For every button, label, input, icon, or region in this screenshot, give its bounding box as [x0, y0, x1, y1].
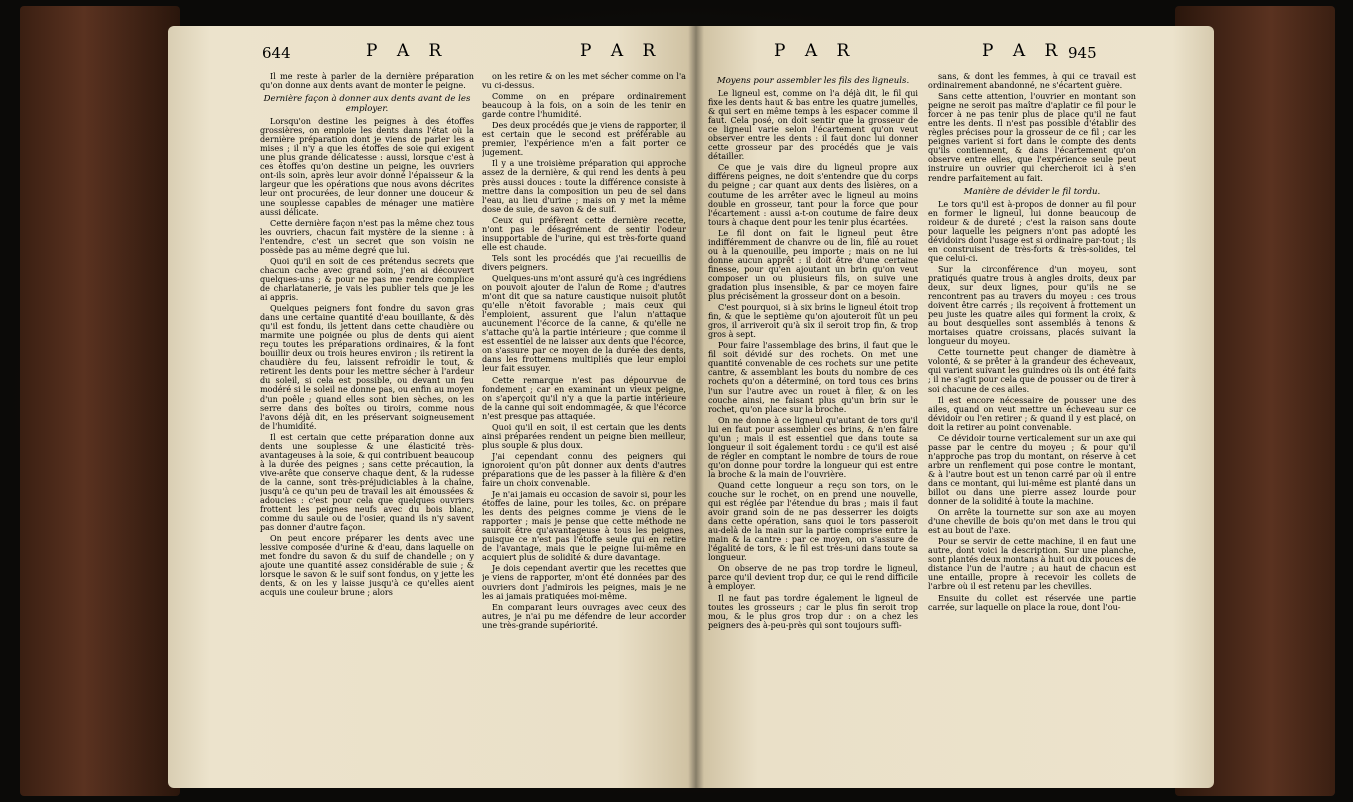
paragraph: sans, & dont les femmes, à qui ce travail est ordinairement abandonné, ne s'écartent guère. — [928, 72, 1136, 91]
running-head-right-2: P A R — [982, 41, 1065, 61]
right-page-column-1 — [708, 72, 918, 632]
section-heading: Manière de dévider le fil tordu. — [963, 186, 1101, 197]
book-gutter — [688, 26, 704, 788]
paragraph: Pour se servir de cette machine, il en faut une autre, dont voici la description. Sur une planche, sont plantés deux montans à huit ou dix pouces de distance l'un de l'autre ; au haut de chacun est une entaille, propre à recevoir les collets de l'arbre où il est retenu par les chevilles. — [928, 536, 1136, 592]
paragraph: On ne donne à ce ligneul qu'autant de tors qu'il lui en faut pour assembler ces brins, & n'en faire qu'un ; mais il est essentiel que dans toute sa longueur il soit également tordu : ce qu'il est aisé de régler en comptant le nombre de tours de roue qu'on donne pour tordre la longueur qui est entre la broche & la main de l'ouvrière. — [708, 414, 918, 479]
paragraph: Comme on en prépare ordinairement beaucoup à la fois, on a soin de les tenir en garde contre l'humidité. — [482, 91, 686, 120]
paragraph: Des deux procédés que je viens de rapporter, il est certain que le second est préférable au premier, l'expérience m'en a fait porter ce jugement. — [482, 120, 686, 158]
paragraph: Cette dernière façon n'est pas la même chez tous les ouvriers, chacun fait mystère de la sienne : à l'entendre, c'est un secret que son voisin ne possède pas au même degré que lui. — [260, 217, 474, 255]
paragraph: Je dois cependant avertir que les recettes que je viens de rapporter, m'ont été données par des ouvriers dont j'admirois les peignes, mais je ne les ai jamais pratiquées moi-même. — [482, 563, 686, 601]
book-cover-left — [20, 6, 180, 796]
running-head-right-1: P A R — [774, 41, 857, 61]
paragraph: Ce que je vais dire du ligneul propre aux différens peignes, ne doit s'entendre que du corps du peigne ; car quant aux dents des lisières, on a coutume de les arrêter avec le ligneul au moins double en grosseur, tant pour la force que pour l'écartement : aussi a-t-on coutume de faire deux tours à chaque dent pour les tenir plus écartées. — [708, 162, 918, 227]
paragraph: Lorsqu'on destine les peignes à des étoffes grossières, on emploie les dents dans l'état où la dernière préparation dont je viens de parler les a mises ; il n'y a que les étoffes de soie qui exigent une plus grande délicatesse : aussi, lorsque c'est à ces étoffes qu'on destine un peigne, les ouvriers ont-ils soin, après leur avoir donné l'épaisseur & la largeur que les opérations que nous avons décrites leur ont procurées, de leur donner une douceur & une souplesse capables de ménager une matière aussi délicate. — [260, 116, 474, 217]
paragraph: Ce dévidoir tourne verticalement sur un axe qui passe par le centre du moyeu ; & pour qu'il n'approche pas trop du montant, on réserve à cet arbre un renflement qui pose contre le montant, & à l'autre bout est un tenon carré par où il entre dans ce montant, qui lui-même est planté dans un billot ou dans une pierre assez lourde pour donner de la solidité à toute la machine. — [928, 432, 1136, 507]
section-heading: Dernière façon à donner aux dents avant de les employer. — [263, 94, 471, 115]
paragraph: Il y a une troisième préparation qui approche assez de la dernière, & qui rend les dents à peu près aussi douces : toute la différence consiste à mettre dans la composition un peu de sel dans l'eau, au lieu d'urine ; mais on y met la même dose de suie, de savon & de suif. — [482, 158, 686, 214]
paragraph: Quand cette longueur a reçu son tors, on le couche sur le rochet, on en prend une nouvelle, qui est réglée par l'étendue du bras ; mais il faut avoir grand soin de ne pas desserrer les doigts dans cette opération, sans quoi le tors passeroit au-delà de la main sur la partie comprise entre la main & la cantre : par ce moyen, on s'assure de l'égalité de tors, & le fil est très-uni dans toute sa longueur. — [708, 479, 918, 563]
paragraph: Cette remarque n'est pas dépourvue de fondement ; car en examinant un vieux peigne, on s'aperçoit qu'il n'y a que la partie intérieure de la canne qui soit endommagée, & que l'écorce n'est presque pas attaquée. — [482, 374, 686, 421]
page-number-left: 644 — [262, 44, 291, 62]
right-page-column-2 — [928, 72, 1136, 614]
paragraph: Quoi qu'il en soit, il est certain que les dents ainsi préparées rendent un peigne bien meilleur, plus souple & plus doux. — [482, 421, 686, 450]
paragraph: Pour faire l'assemblage des brins, il faut que le fil soit dévidé sur des rochets. On met une quantité convenable de ces rochets sur une petite cantre, & assemblant les bouts du nombre de ces rochets qu'on a déterminé, on tord tous ces brins l'un sur l'autre avec un rouet à filer, & on les couche ainsi, ne faisant plus qu'un brin sur le rochet, qu'on place sur la broche. — [708, 340, 918, 414]
paragraph: Tels sont les procédés que j'ai recueillis de divers peigners. — [482, 252, 686, 272]
paragraph: Il ne faut pas tordre également le ligneul de toutes les grosseurs ; car le plus fin seroit trop mou, & le plus gros trop dur : on a chez les peigners des à-peu-près qui sont toujours suffi- — [708, 592, 918, 630]
paragraph: Quelques-uns m'ont assuré qu'à ces ingrédiens on pouvoit ajouter de l'alun de Rome ; d'autres m'ont dit que sa nature caustique nuisoit plutôt qu'elle n'étoit favorable ; mais ceux qui l'emploient, assurent que l'alun n'attaque aucunement l'écorce de la canne, & qu'elle ne s'attache qu'à la partie intérieure ; que comme il est essentiel de ne laisser aux dents que l'écorce, on s'assure par ce moyen de la durée des dents, dans les frottemens multipliés que leur emploi leur fait essuyer. — [482, 272, 686, 374]
paragraph: Le fil dont on fait le ligneul peut être indifféremment de chanvre ou de lin, filé au rouet ou à la quenouille, peu importe ; mais on ne lui donne aucun apprêt : il doit être d'une certaine finesse, pour qu'en ajoutant un brin qu'on veut composer un ou plusieurs fils, on suive une gradation plus insensible, & par ce moyen faire plus précisément la grosseur dont on a besoin. — [708, 227, 918, 302]
running-head-left-2: P A R — [580, 41, 663, 61]
paragraph: On arrête la tournette sur son axe au moyen d'une cheville de bois qu'on met dans le trou qui est au bout de l'axe. — [928, 507, 1136, 536]
paragraph: C'est pourquoi, si à six brins le ligneul étoit trop fin, & que le septième qu'on ajouteroit fût un peu gros, il arriveroit qu'à six il seroit trop fin, & trop gros à sept. — [708, 302, 918, 340]
paragraph: Cette tournette peut changer de diamètre à volonté, & se prêter à la grandeur des écheveaux, qui varient suivant les guindres où ils ont été faits ; il ne s'agit pour cela que de pousser ou de tirer à soi chacune de ces ailes. — [928, 347, 1136, 394]
paragraph: Ceux qui préfèrent cette dernière recette, n'ont pas le désagrément de sentir l'odeur insupportable de l'urine, qui est très-forte quand elle est chaude. — [482, 214, 686, 252]
paragraph: Il est encore nécessaire de pousser une des ailes, quand on veut mettre un écheveau sur ce dévidoir ou l'en retirer ; & quand il y est placé, on doit la retirer au point convenable. — [928, 394, 1136, 432]
paragraph: Il me reste à parler de la dernière préparation qu'on donne aux dents avant de monter le peigne. — [260, 72, 474, 91]
left-page-column-1 — [260, 72, 474, 600]
section-heading: Moyens pour assembler les fils des ligneuls. — [716, 76, 910, 86]
paragraph: On observe de ne pas trop tordre le ligneul, parce qu'il devient trop dur, ce qui le rend difficile à employer. — [708, 563, 918, 592]
paragraph: En comparant leurs ouvrages avec ceux des autres, je n'ai pu me défendre de leur accorder une très-grande supériorité. — [482, 601, 686, 630]
paragraph: Sur la circonférence d'un moyeu, sont pratiqués quatre trous à angles droits, deux par deux, sur deux lignes, pour qu'ils ne se rencontrent pas au travers du moyeu : ces trous doivent être carrés ; ils reçoivent à frottement un peu juste les quatre ailes qui forment la croix, & au bout desquelles sont assemblés à tenons & mortaises quatre croissans, placés suivant la longueur du moyeu. — [928, 263, 1136, 347]
paragraph: Le ligneul est, comme on l'a déjà dit, le fil qui fixe les dents haut & bas entre les quatre jumelles, & qui sert en même temps à les espacer comme il faut. Cela posé, on doit sentir que la grosseur de ce ligneul varie selon l'écartement qu'on veut observer entre les dents : il faut donc lui donner cette grosseur par des procédés que je vais détailler. — [708, 88, 918, 162]
paragraph: on les retire & on les met sécher comme on l'a vu ci-dessus. — [482, 72, 686, 91]
paragraph: Quoi qu'il en soit de ces prétendus secrets que chacun cache avec grand soin, j'en ai découvert quelques-uns ; & pour ne pas me rendre complice de charlatanerie, je vais les publier tels que je les ai appris. — [260, 255, 474, 302]
paragraph: On peut encore préparer les dents avec une lessive composée d'urine & d'eau, dans laquelle on met fondre du savon & du suif de chandelle ; on y ajoute une quantité assez considérable de suie ; & lorsque le savon & le suif sont fondus, on y jette les dents, & on les y laisse jusqu'à ce qu'elles aient acquis une couleur brune ; alors — [260, 533, 474, 598]
paragraph: Je n'ai jamais eu occasion de savoir si, pour les étoffes de laine, pour les toiles, &c. on prépare les dents des peignes comme je viens de le rapporter ; mais je pense que cette méthode ne sauroit être qu'avantageuse à tous les peignes, puisque ce n'est pas l'étoffe seule qui en retire de l'avantage, mais que le peigne lui-même en acquiert plus de solidité & dure davantage. — [482, 489, 686, 563]
paragraph: Sans cette attention, l'ouvrier en montant son peigne ne seroit pas maître d'aplatir ce fil pour le forcer à ne pas tenir plus de place qu'il ne faut entre les dents. Il n'est pas possible d'établir des règles précises pour la grosseur de ce fil ; car les peignes varient si fort dans le compte des dents qu'ils contiennent, & dans l'écartement qu'on observe entre elles, que l'expérience seule peut instruire un ouvrier qui chercheroit ici à s'en rendre parfaitement au fait. — [928, 91, 1136, 183]
left-page-column-2 — [482, 72, 686, 632]
paragraph: J'ai cependant connu des peigners qui ignoroient qu'on pût donner aux dents d'autres préparations que de les passer à la filière & d'en faire un choix convenable. — [482, 450, 686, 489]
paragraph: Quelques peigners font fondre du savon gras dans une certaine quantité d'eau bouillante, & dès qu'il est fondu, ils jettent dans cette chaudière ou marmite une poignée ou plus de dents qui aient reçu toutes les préparations ordinaires, & la font bouillir deux ou trois heures environ ; ils retirent la chaudière du feu, laissent refroidir le tout, & retirent les dents pour les mettre sécher à l'ardeur du soleil, si cela est possible, ou devant un feu modéré si le soleil ne donne pas, ou enfin au moyen d'un poêle ; quand elles sont bien sèches, on les serre dans des boîtes ou tiroirs, comme nous l'avons déjà dit, en les préservant soigneusement de l'humidité. — [260, 303, 474, 431]
paragraph: Il est certain que cette préparation donne aux dents une souplesse & une élasticité très-avantageuses à la soie, & qui contribuent beaucoup à la durée des peignes ; sans cette précaution, la vive-arête que conserve chaque dent, & la rudesse de la canne, sont très-préjudiciables à la chaîne, jusqu'à ce qu'un peu de travail les ait émoussées & adoucies : c'est pour cela que quelques ouvriers frottent les peignes neufs avec du bois blanc, comme du saule ou de l'osier, quand ils n'y savent pas donner d'autre façon. — [260, 431, 474, 533]
running-head-left-1: P A R — [366, 41, 449, 61]
page-number-right: 945 — [1068, 44, 1097, 62]
paragraph: Le tors qu'il est à-propos de donner au fil pour en former le ligneul, lui donne beaucoup de roideur & de dureté ; c'est la raison sans doute pour laquelle les peigners n'ont pas adopté les dévidoirs dont l'usage est si ordinaire par-tout ; ils en construisent de très-forts & très-solides, tel que celui-ci. — [928, 198, 1136, 263]
paragraph: Ensuite du collet est réservée une partie carrée, sur laquelle on place la roue, dont l'ou- — [928, 592, 1136, 612]
